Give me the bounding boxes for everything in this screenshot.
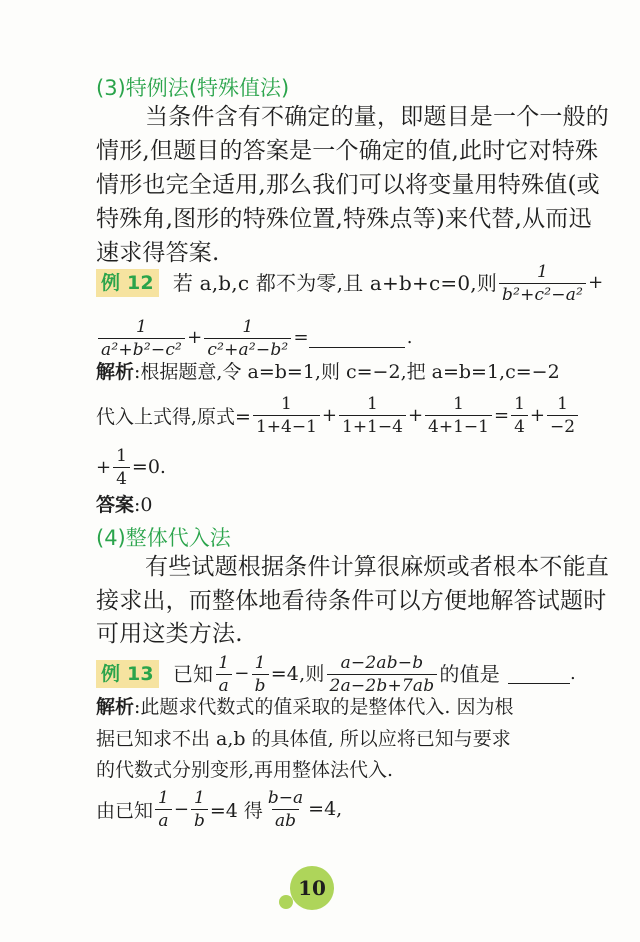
fraction: $\frac{1}{4}$	[511, 394, 528, 437]
section-heading-substitution: (4)整体代入法	[96, 526, 231, 550]
solution-label: 解析	[96, 696, 135, 718]
example-12-text: 若 a,b,c 都不为零,且 a+b+c=0,则	[172, 271, 498, 295]
answer-label: 答案	[96, 494, 135, 516]
fraction: $\frac{1}{1+4-1}$	[253, 394, 320, 437]
fraction: $\frac{1}{\text{a²+b²−c²}}$	[98, 317, 185, 360]
paragraph-line: 特殊角,图形的特殊位置,特殊点等)来代替,从而迅	[96, 206, 592, 232]
paragraph-line: 情形,但题目的答案是一个确定的值,此时它对特殊	[96, 138, 599, 164]
example-13-statement: 例 13 已知 $\frac{1}{a}$ − $\frac{1}{b}$ =4,则 $\frac{a-2ab-b}{2a-2b+7ab}$ 的值是 .	[96, 648, 576, 700]
paragraph-line: 可用这类方法.	[96, 621, 243, 647]
section-heading-special-values: (3)特例法(特殊值法)	[96, 76, 290, 100]
paragraph-line: 速求得答案.	[96, 240, 220, 266]
fraction: $\frac{1}{1+1-4}$	[339, 394, 406, 437]
fraction: $\frac{1}{b}$	[252, 653, 269, 696]
fraction: $\frac{a-2ab-b}{2a-2b+7ab}$	[327, 653, 438, 696]
example-13-solution-line: 的代数式分别变形,再用整体法代入.	[96, 759, 394, 781]
fraction: $\frac{1}{4+1-1}$	[425, 394, 492, 437]
paragraph-line: 有些试题根据条件计算很麻烦或者根本不能直	[145, 554, 609, 580]
fraction: $\frac{b-a}{ab}$	[267, 787, 304, 831]
fraction: $\frac{1}{b}$	[191, 788, 208, 831]
fraction: $\frac{1}{\text{c²+a²−b²}}$	[204, 317, 291, 360]
example-12-solution-calc: 代入上式得,原式= $\frac{1}{1+4-1}$ + $\frac{1}{1+1-4}$ + $\frac{1}{4+1-1}$ = $\frac{1}{4}$ + $\frac{1}{-2}$	[96, 388, 580, 442]
fraction: $\frac{1}{4}$	[113, 446, 130, 489]
example-12-result: + $\frac{1}{4}$ =0.	[96, 445, 166, 489]
example-tag: 例 12	[96, 269, 159, 297]
fraction: $\frac{1}{a}$	[215, 653, 232, 696]
paragraph-line: 情形也完全适用,那么我们可以将变量用特殊值(或	[96, 172, 600, 198]
answer-blank	[309, 329, 405, 348]
page-number: 10	[298, 876, 326, 900]
example-12-statement: 例 12 若 a,b,c 都不为零,且 a+b+c=0,则 $\frac{1}{\text{b²+c²−a²}}$ +	[96, 258, 603, 308]
example-12-solution-line: 解析:根据题意,令 a=b=1,则 c=−2,把 a=b=1,c=−2	[96, 361, 560, 383]
fraction: $\frac{1}{a}$	[155, 788, 172, 831]
example-13-solution-line: 解析:此题求代数式的值采取的是整体代入. 因为根	[96, 696, 514, 718]
fraction: $\frac{1}{\text{b²+c²−a²}}$	[499, 262, 586, 305]
example-12-expression: $\frac{1}{\text{a²+b²−c²}}$ + $\frac{1}{\text{c²+a²−b²}}$ = .	[96, 313, 413, 363]
fraction: $\frac{1}{-2}$	[547, 394, 578, 437]
paragraph-line: 当条件含有不确定的量，即题目是一个一般的	[145, 104, 609, 130]
answer-blank	[508, 665, 570, 684]
example-tag: 例 13	[96, 660, 159, 688]
solution-label: 解析	[96, 361, 135, 383]
example-13-solution-line: 据已知求不出 a,b 的具体值, 所以应将已知与要求	[96, 728, 511, 750]
example-12-answer: 答案:0	[96, 494, 153, 516]
paragraph-line: 接求出，而整体地看待条件可以方便地解答试题时	[96, 588, 607, 614]
example-13-derivation: 由已知 $\frac{1}{a}$ − $\frac{1}{b}$ =4 得 $\frac{b-a}{ab}$ =4,	[96, 787, 343, 831]
